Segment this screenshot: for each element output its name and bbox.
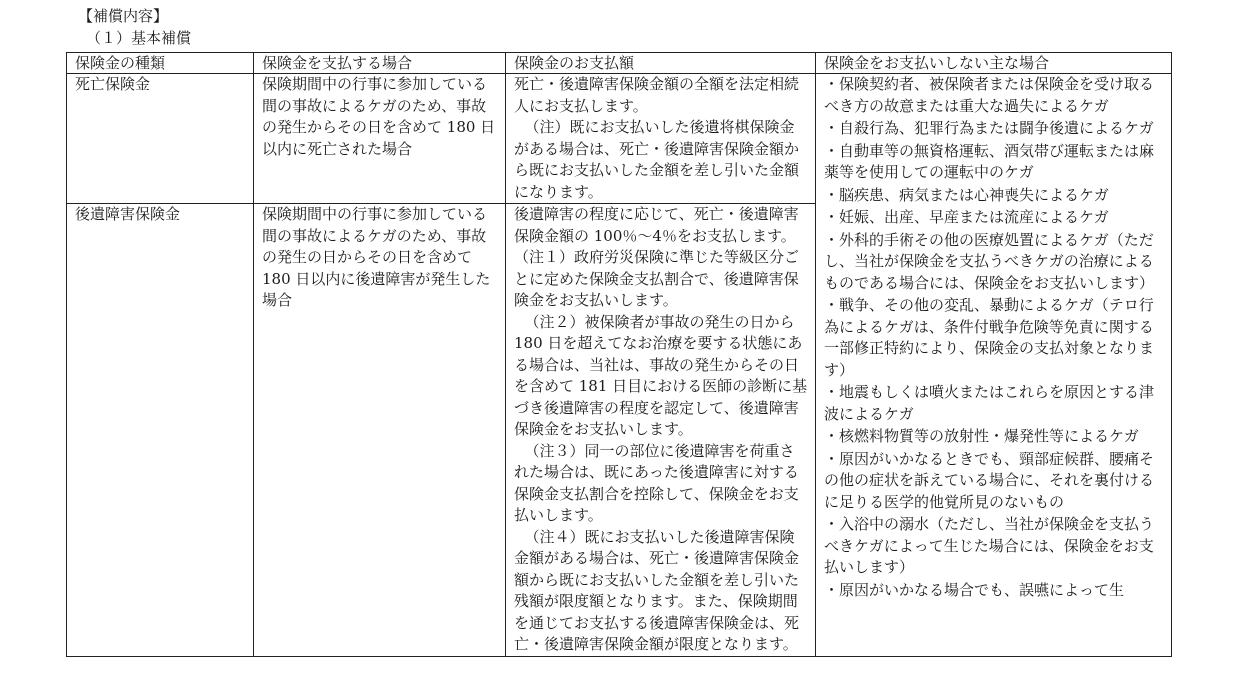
payment-amount-cell <box>506 74 816 204</box>
exclusion-item: ・入浴中の溺水（ただし、当社が保険金を支払うべきケガによって生じた場合には、保険金をお支払いします） <box>824 515 1155 576</box>
exclusions-cell <box>816 74 1172 657</box>
table-header-row <box>67 53 1172 74</box>
payment-note: （注）既にお支払いした後遺将棋保険金がある場合は、死亡・後遺障害保険金額から既にお支払いした金額を差し引いた金額になります。 <box>514 118 800 201</box>
payment-text: 後遺障害の程度に応じて、死亡・後遺障害保険金額の 100％～4％をお支払します。（注１）政府労災保険に準じた等級区分ごとに定めた保険金支払割合で、後遺障害保険金をお支払いします。 <box>514 205 800 309</box>
payment-note: （注２）被保険者が事故の発生の日から 180 日を超えてなお治療を要する状態にある場合は、当社は、事故の発生からその日を含めて 181 日目における医師の診断に基づき後遺障害の程度を認定して、後遺障害保険金をお支払いします。 <box>514 312 808 438</box>
exclusion-item: ・脳疾患、病気または心神喪失によるケガ <box>824 185 1109 204</box>
section-title: 【補償内容】 <box>78 7 169 25</box>
header-payment-amount: 保険金のお支払額 <box>506 53 816 74</box>
exclusion-item: ・妊娠、出産、早産または流産によるケガ <box>824 208 1109 226</box>
header-exclusions: 保険金をお支払いしない主な場合 <box>816 53 1172 74</box>
exclusion-item: ・自殺行為、犯罪行為または闘争後遺によるケガ <box>824 119 1154 137</box>
payment-amount-cell <box>506 204 816 657</box>
payment-text: 死亡・後遺障害保険金額の全額を法定相続人にお支払します。 <box>514 75 800 115</box>
payment-note: （注３）同一の部位に後遺障害を荷重された場合は、既にあった後遺障害に対する保険金支払割合を控除して、保険金をお支払いします。 <box>514 441 799 524</box>
payment-condition-cell: 保険期間中の行事に参加している間の事故によるケガのため、事故の発生の日からその日を含めて 180 日以内に後遺障害が発生した場合 <box>254 204 506 657</box>
section-subtitle: （１）基本補償 <box>86 29 192 47</box>
payment-note: （注４）既にお支払いした後遺障害保険金額がある場合は、死亡・後遺障害保険金額から既にお支払いした金額を差し引いた残額が限度額となります。また、保険期間を通じてお支払する後遺障害保険金は、死亡・後遺障害保険金額が限度となります。 <box>514 527 800 653</box>
exclusion-item: ・外科的手術その他の医療処置によるケガ（ただし、当社が保険金を支払うべきケガの治療によるものである場合には、保険金をお支払いします） <box>824 230 1155 292</box>
insurance-type-cell: 死亡保険金 <box>67 74 254 204</box>
exclusion-item: ・原因がいかなるときでも、頸部症候群、腰痛その他の症状を訴えている場合に、それを裏付けるに足りる医学的他覚所見のないもの <box>824 449 1155 511</box>
exclusion-item: ・保険契約者、被保険者または保険金を受け取るべき方の故意または重大な過失によるケガ <box>824 75 1155 115</box>
exclusion-item: ・核燃料物質等の放射性・爆発性等によるケガ <box>824 427 1139 445</box>
header-payment-condition: 保険金を支払する場合 <box>254 53 506 74</box>
insurance-type-cell: 後遺障害保険金 <box>67 204 254 657</box>
header-insurance-type: 保険金の種類 <box>67 53 254 74</box>
exclusion-item: ・自動車等の無資格運転、酒気帯び運転または麻薬等を使用しての運転中のケガ <box>824 141 1155 181</box>
exclusion-item: ・原因がいかなる場合でも、誤嚥によって生 <box>824 580 1125 599</box>
coverage-table <box>66 52 1172 657</box>
exclusion-item: ・地震もしくは噴火またはこれらを原因とする津波によるケガ <box>824 383 1155 423</box>
payment-condition-cell: 保険期間中の行事に参加している間の事故によるケガのため、事故の発生からその日を含めて 180 日以内に死亡された場合 <box>254 74 506 204</box>
table-row <box>67 74 1172 204</box>
exclusion-item: ・戦争、その他の変乱、暴動によるケガ（テロ行為によるケガは、条件付戦争危険等免責に関する一部修正特約により、保険金の支払対象となります） <box>824 296 1155 379</box>
